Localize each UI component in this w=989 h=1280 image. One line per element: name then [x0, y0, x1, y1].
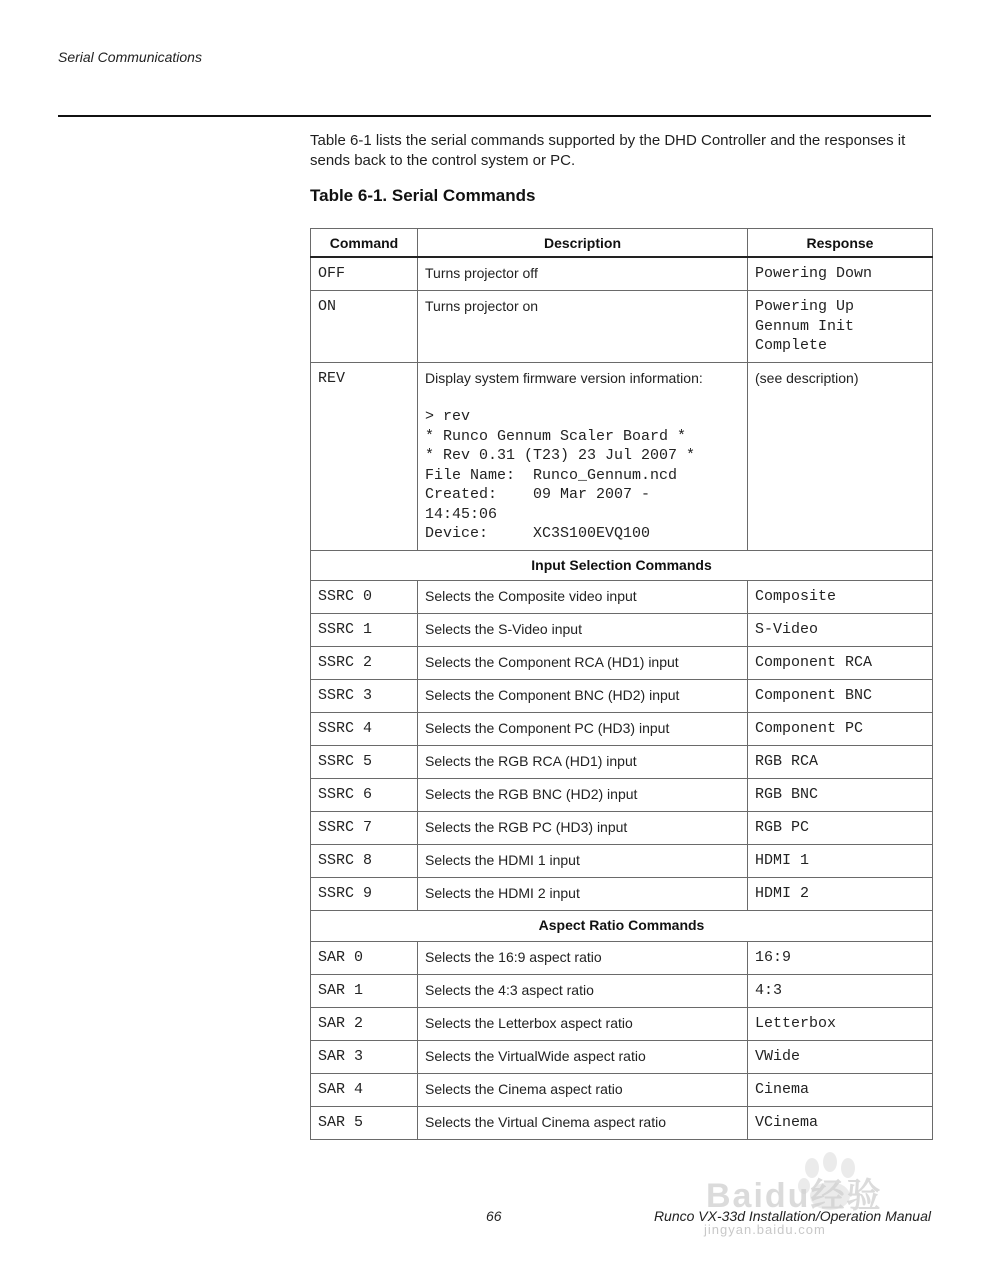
section-heading: Aspect Ratio Commands — [311, 911, 933, 942]
description-cell: Selects the Cinema aspect ratio — [418, 1073, 748, 1106]
description-cell: Selects the Component PC (HD3) input — [418, 713, 748, 746]
command-cell: SSRC 4 — [311, 713, 418, 746]
response-cell: Composite — [748, 581, 933, 614]
response-cell: VWide — [748, 1040, 933, 1073]
description-cell — [418, 362, 748, 550]
response-cell: (see description) — [748, 362, 933, 550]
description-cell: Selects the VirtualWide aspect ratio — [418, 1040, 748, 1073]
table-row — [311, 746, 933, 779]
description-cell: Selects the Letterbox aspect ratio — [418, 1007, 748, 1040]
command-cell: OFF — [311, 257, 418, 291]
watermark-brand: Baidu经验 — [706, 1177, 883, 1215]
header-response: Response — [748, 229, 933, 258]
command-cell: SSRC 6 — [311, 779, 418, 812]
rev-console-output: > rev * Runco Gennum Scaler Board * * Rev 0.31 (T23) 23 Jul 2007 * File Name: Runco_Gennum.ncd Created: 09 Mar 2007 - 14:45:06 Device: XC3S100EVQ100 — [425, 408, 696, 542]
response-cell: VCinema — [748, 1106, 933, 1139]
table-title: Table 6-1. Serial Commands — [310, 186, 536, 205]
response-cell: Component BNC — [748, 680, 933, 713]
intro-paragraph: Table 6-1 lists the serial commands supported by the DHD Controller and the responses it sends back to the control system or PC. — [310, 132, 906, 169]
command-cell: SSRC 9 — [311, 878, 418, 911]
description-cell: Selects the S-Video input — [418, 614, 748, 647]
description-cell: Selects the 4:3 aspect ratio — [418, 974, 748, 1007]
rev-description: Display system firmware version information: — [425, 369, 703, 386]
response-cell: Powering Down — [748, 257, 933, 291]
response-cell: HDMI 2 — [748, 878, 933, 911]
response-cell: 4:3 — [748, 974, 933, 1007]
serial-commands-table — [310, 228, 933, 1140]
command-cell: SAR 1 — [311, 974, 418, 1007]
command-cell: SAR 2 — [311, 1007, 418, 1040]
response-cell: 16:9 — [748, 941, 933, 974]
table-row — [311, 845, 933, 878]
table-row — [311, 362, 933, 550]
command-cell: SSRC 2 — [311, 647, 418, 680]
command-cell: SAR 3 — [311, 1040, 418, 1073]
command-cell: SSRC 1 — [311, 614, 418, 647]
table-row — [311, 291, 933, 363]
description-cell: Selects the Composite video input — [418, 581, 748, 614]
description-cell: Selects the RGB PC (HD3) input — [418, 812, 748, 845]
command-cell: SAR 4 — [311, 1073, 418, 1106]
section-row-aspect — [311, 911, 933, 942]
command-cell: SSRC 5 — [311, 746, 418, 779]
response-cell: Powering Up Gennum Init Complete — [748, 291, 933, 363]
description-cell: Selects the HDMI 1 input — [418, 845, 748, 878]
response-cell: Component RCA — [748, 647, 933, 680]
description-cell: Selects the HDMI 2 input — [418, 878, 748, 911]
table-row — [311, 812, 933, 845]
table-header-row — [311, 229, 933, 258]
description-cell: Turns projector off — [418, 257, 748, 291]
command-cell: SAR 0 — [311, 941, 418, 974]
header-command: Command — [311, 229, 418, 258]
table-row — [311, 941, 933, 974]
command-cell: SAR 5 — [311, 1106, 418, 1139]
command-cell: ON — [311, 291, 418, 363]
description-cell: Selects the Virtual Cinema aspect ratio — [418, 1106, 748, 1139]
command-cell: SSRC 8 — [311, 845, 418, 878]
response-cell: RGB BNC — [748, 779, 933, 812]
table-row — [311, 647, 933, 680]
command-cell: SSRC 0 — [311, 581, 418, 614]
command-cell: REV — [311, 362, 418, 550]
response-cell: HDMI 1 — [748, 845, 933, 878]
description-cell: Selects the Component RCA (HD1) input — [418, 647, 748, 680]
table-row — [311, 974, 933, 1007]
manual-title: Runco VX-33d Installation/Operation Manual — [653, 1208, 931, 1224]
response-cell: Letterbox — [748, 1007, 933, 1040]
table-row — [311, 878, 933, 911]
table-row — [311, 713, 933, 746]
table-row — [311, 1073, 933, 1106]
description-cell: Selects the 16:9 aspect ratio — [418, 941, 748, 974]
description-cell: Selects the Component BNC (HD2) input — [418, 680, 748, 713]
section-heading: Input Selection Commands — [311, 550, 933, 581]
response-cell: Component PC — [748, 713, 933, 746]
description-cell: Selects the RGB RCA (HD1) input — [418, 746, 748, 779]
table-row — [311, 1007, 933, 1040]
table-row — [311, 779, 933, 812]
table-row — [311, 680, 933, 713]
header-description: Description — [418, 229, 748, 258]
watermark-url: jingyan.baidu.com — [704, 1222, 826, 1237]
header-rule — [58, 115, 931, 117]
table-row — [311, 581, 933, 614]
table-row — [311, 614, 933, 647]
response-cell: Cinema — [748, 1073, 933, 1106]
description-cell: Selects the RGB BNC (HD2) input — [418, 779, 748, 812]
description-cell: Turns projector on — [418, 291, 748, 363]
table-row — [311, 1040, 933, 1073]
running-header: Serial Communications — [58, 49, 202, 65]
response-cell: S-Video — [748, 614, 933, 647]
table-row — [311, 257, 933, 291]
section-row-input — [311, 550, 933, 581]
response-cell: RGB PC — [748, 812, 933, 845]
command-cell: SSRC 3 — [311, 680, 418, 713]
table-row — [311, 1106, 933, 1139]
page-number: 66 — [486, 1208, 502, 1224]
response-cell: RGB RCA — [748, 746, 933, 779]
command-cell: SSRC 7 — [311, 812, 418, 845]
